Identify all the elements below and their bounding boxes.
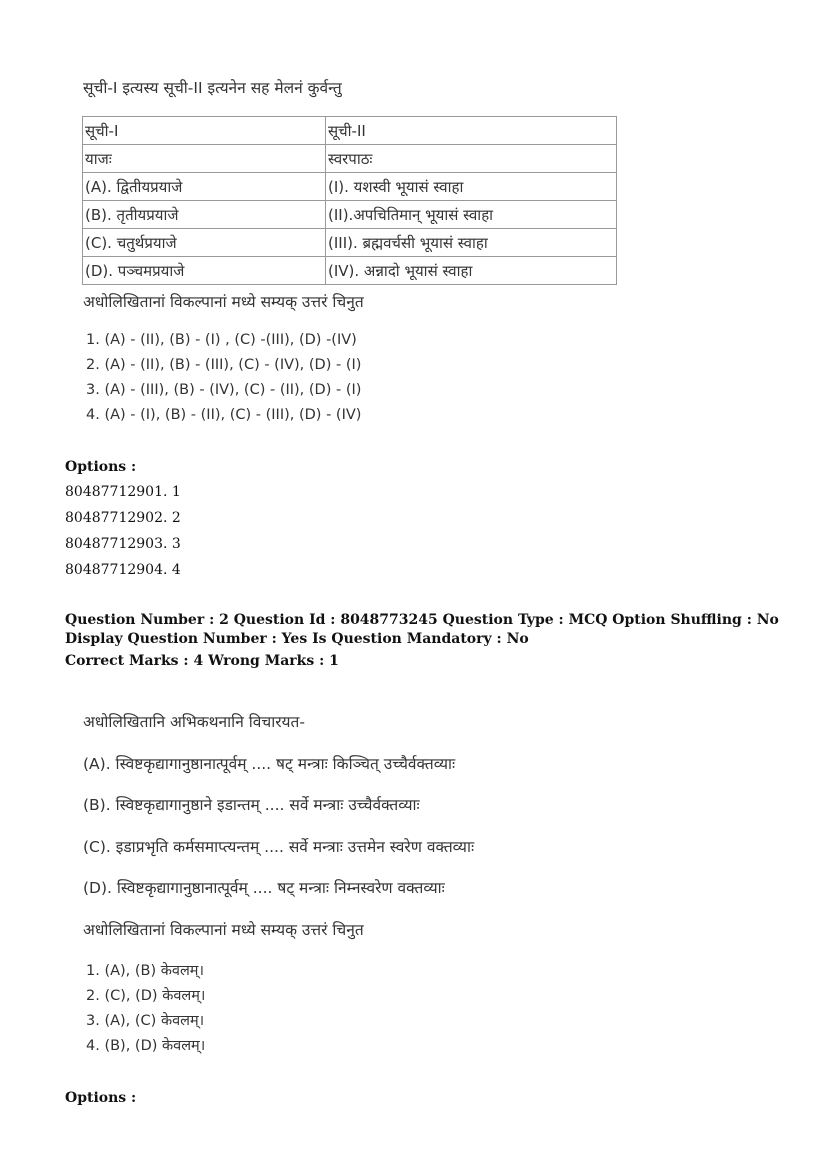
table-cell: (C). चतुर्थप्रयाजे bbox=[83, 229, 326, 257]
table-cell: (II).अपचितिमान् भूयासं स्वाहा bbox=[326, 201, 617, 229]
list-item: 4. (A) - (I), (B) - (II), (C) - (III), (D) - (IV) bbox=[86, 407, 362, 423]
table-cell: (III). ब्रह्मवर्चसी भूयासं स्वाहा bbox=[326, 229, 617, 257]
q2-options-label: Options : bbox=[65, 1090, 137, 1106]
list-item: 3. (A), (C) केवलम्। bbox=[86, 1013, 205, 1029]
option-id: 80487712902. 2 bbox=[65, 510, 181, 526]
list-item: 1. (A) - (II), (B) - (I) , (C) -(III), (D) -(IV) bbox=[86, 332, 357, 348]
table-cell: (D). पञ्चमप्रयाजे bbox=[83, 257, 326, 285]
list-item: 1. (A), (B) केवलम्। bbox=[86, 963, 204, 979]
table-row bbox=[83, 257, 617, 285]
table-cell: (IV). अन्नादो भूयासं स्वाहा bbox=[326, 257, 617, 285]
list-item: 3. (A) - (III), (B) - (IV), (C) - (II), (D) - (I) bbox=[86, 382, 362, 398]
q2-meta-line: Correct Marks : 4 Wrong Marks : 1 bbox=[65, 653, 339, 669]
list-item: 2. (C), (D) केवलम्। bbox=[86, 988, 206, 1004]
q1-options-label: Options : bbox=[65, 459, 137, 475]
q1-ask: अधोलिखितानां विकल्पानां मध्ये सम्यक् उत्तरं चिनुत bbox=[83, 293, 364, 311]
q2-statement: (D). स्विष्टकृद्यागानुष्ठानात्पूर्वम् .... षट् मन्त्राः निम्नस्वरेण वक्तव्याः bbox=[83, 879, 445, 897]
option-id: 80487712901. 1 bbox=[65, 484, 181, 500]
table-cell: (B). तृतीयप्रयाजे bbox=[83, 201, 326, 229]
q1-choice-list bbox=[86, 328, 361, 428]
table-row bbox=[83, 117, 617, 145]
q2-meta-line: Question Number : 2 Question Id : 8048773245 Question Type : MCQ Option Shuffling : No bbox=[65, 612, 779, 628]
q2-statement-title: अधोलिखितानि अभिकथनानि विचारयत- bbox=[83, 713, 305, 731]
table-cell: सूची-II bbox=[326, 117, 617, 145]
q2-choice-list bbox=[86, 959, 205, 1059]
table-row bbox=[83, 201, 617, 229]
q2-statement: (A). स्विष्टकृद्यागानुष्ठानात्पूर्वम् .... षट् मन्त्राः किञ्चित् उच्चैर्वक्तव्याः bbox=[83, 755, 456, 773]
option-id: 80487712904. 4 bbox=[65, 562, 181, 578]
q2-statement: (C). इडाप्रभृति कर्मसमाप्त्यन्तम् .... सर्वे मन्त्राः उत्तमेन स्वरेण वक्तव्याः bbox=[83, 838, 475, 856]
table-row bbox=[83, 173, 617, 201]
q1-instruction: सूची-I इत्यस्य सूची-II इत्यनेन सह मेलनं कुर्वन्तु bbox=[83, 79, 342, 97]
match-table bbox=[82, 116, 617, 285]
table-cell: (A). द्वितीयप्रयाजे bbox=[83, 173, 326, 201]
table-cell: याजः bbox=[83, 145, 326, 173]
list-item: 2. (A) - (II), (B) - (III), (C) - (IV), (D) - (I) bbox=[86, 357, 362, 373]
table-row bbox=[83, 229, 617, 257]
q2-ask: अधोलिखितानां विकल्पानां मध्ये सम्यक् उत्तरं चिनुत bbox=[83, 921, 364, 939]
table-cell: सूची-I bbox=[83, 117, 326, 145]
table-row bbox=[83, 145, 617, 173]
q2-statement: (B). स्विष्टकृद्यागानुष्ठाने इडान्तम् .... सर्वे मन्त्राः उच्चैर्वक्तव्याः bbox=[83, 796, 420, 814]
q2-metadata bbox=[65, 611, 779, 671]
q1-option-id-list bbox=[65, 482, 181, 586]
table-cell: स्वरपाठः bbox=[326, 145, 617, 173]
option-id: 80487712903. 3 bbox=[65, 536, 181, 552]
q2-meta-line: Display Question Number : Yes Is Question Mandatory : No bbox=[65, 631, 529, 647]
list-item: 4. (B), (D) केवलम्। bbox=[86, 1038, 206, 1054]
table-cell: (I). यशस्वी भूयासं स्वाहा bbox=[326, 173, 617, 201]
